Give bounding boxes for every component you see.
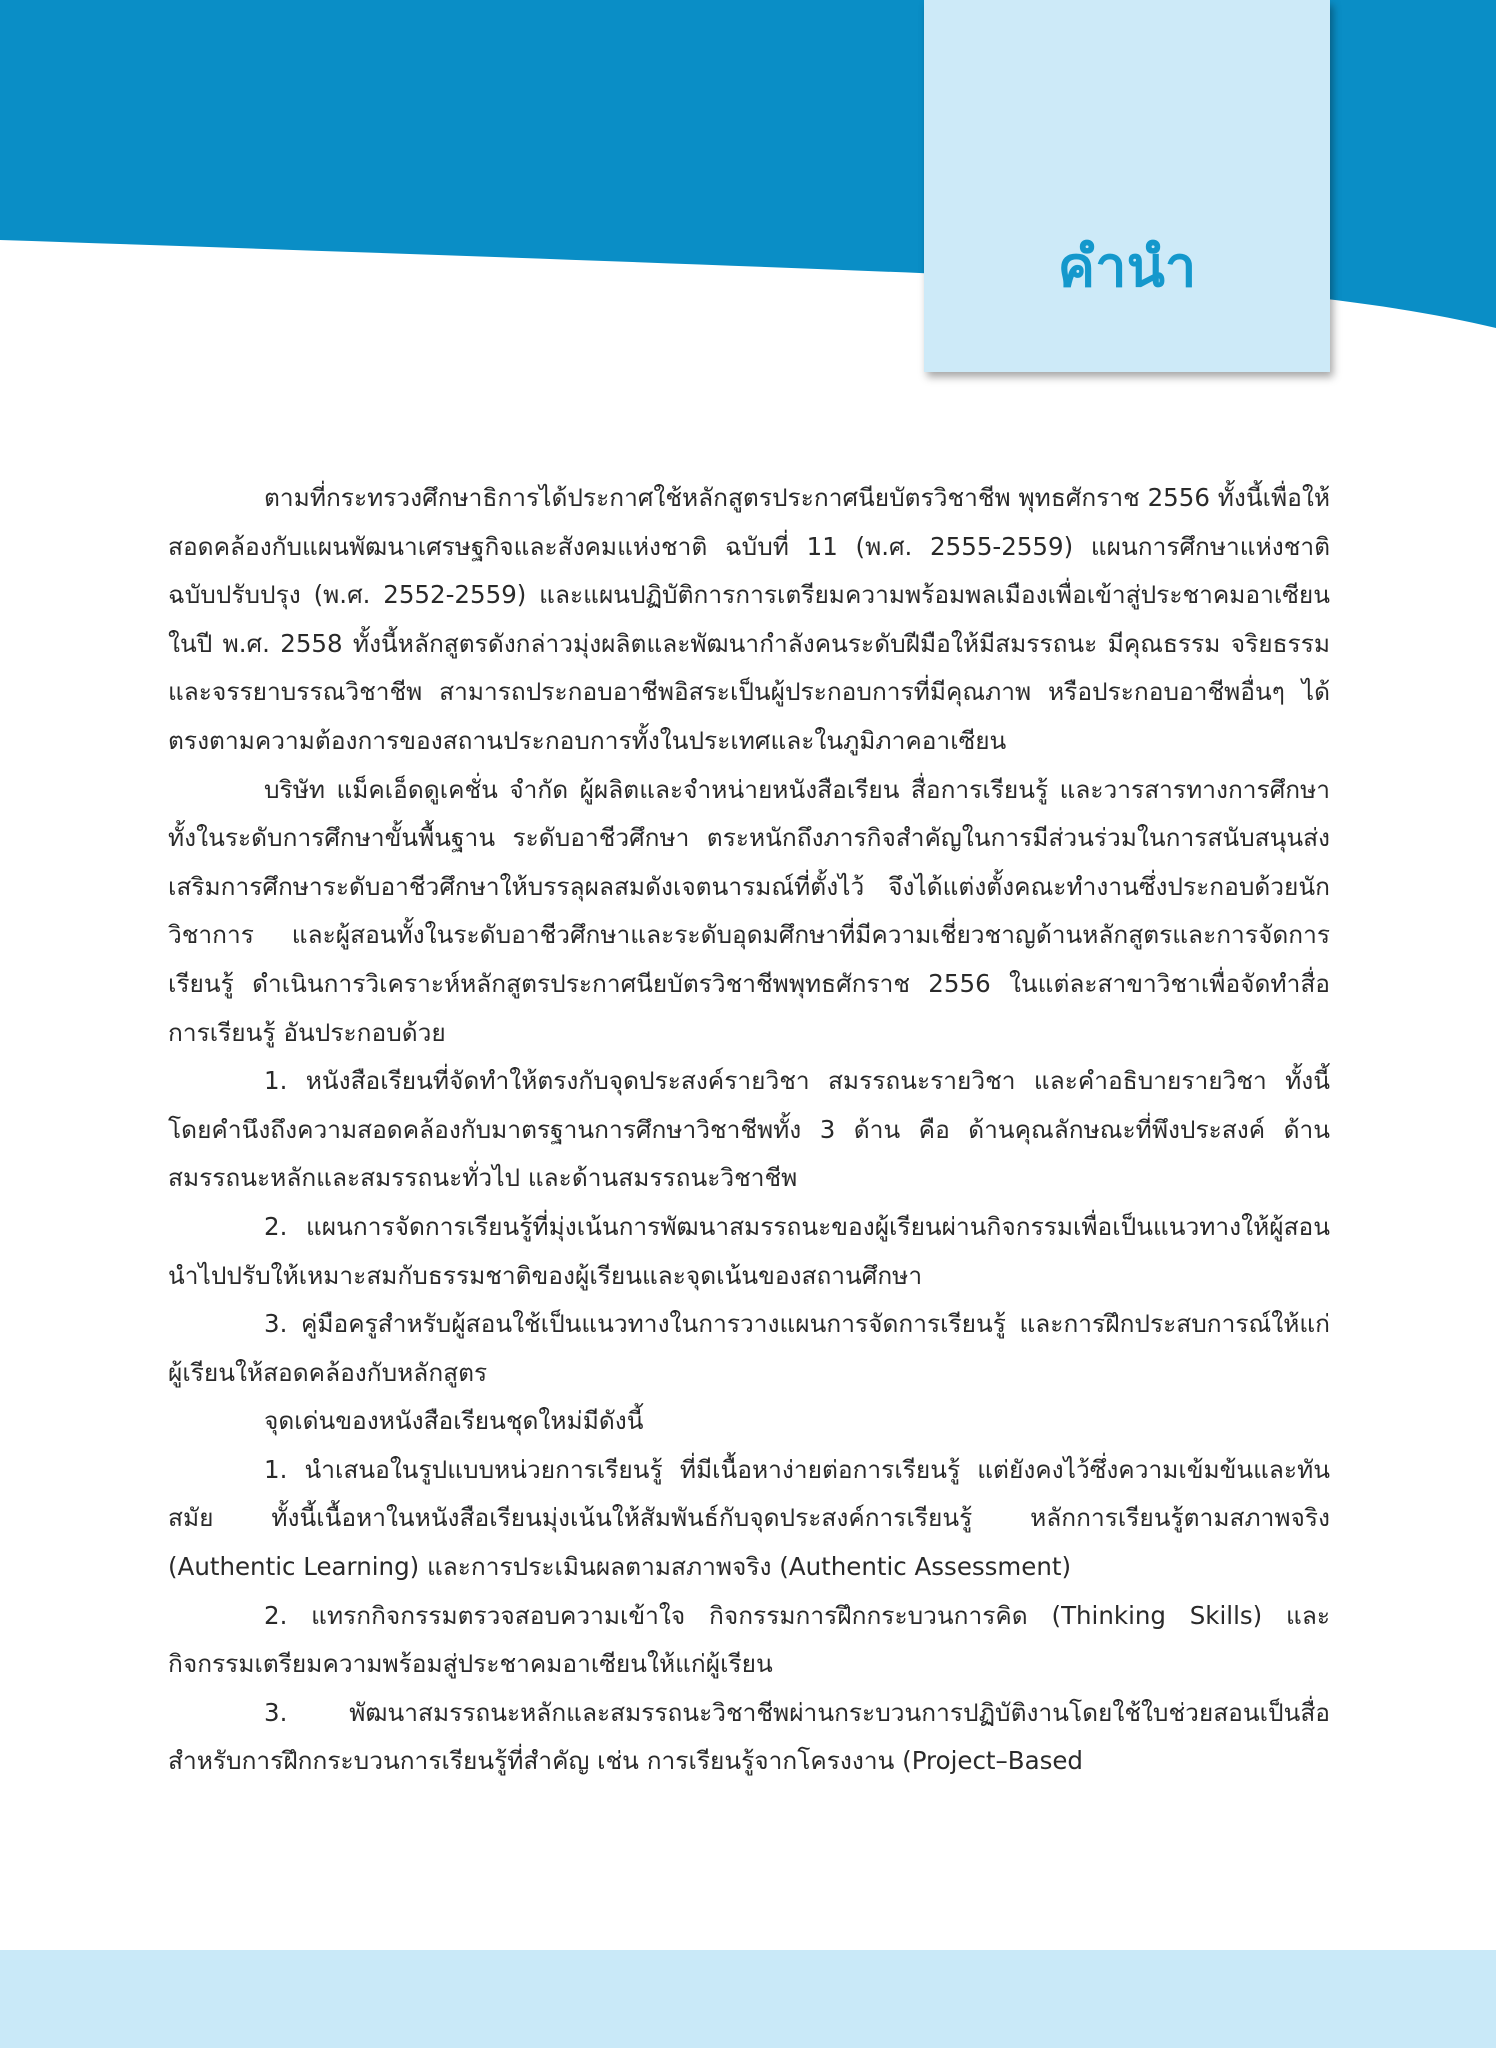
paragraph-intro: ตามที่กระทรวงศึกษาธิการได้ประกาศใช้หลักสูตรประกาศนียบัตรวิชาชีพ พุทธศักราช 2556 ทั้งนี้เพื่อให้สอดคล้องกับแผนพัฒนาเศรษฐกิจและสังคมแห่งชาติ ฉบับที่ 11 (พ.ศ. 2555-2559) แผนการศึกษาแห่งชาติ ฉบับปรับปรุง (พ.ศ. 2552-2559) และแผนปฏิบัติการการเตรียมความพร้อมพลเมืองเพื่อเข้าสู่ประชาคมอาเซียนในปี พ.ศ. 2558 ทั้งนี้หลักสูตรดังกล่าวมุ่งผลิตและพัฒนากำลังคนระดับฝีมือให้มีสมรรถนะ มีคุณธรรม จริยธรรม และจรรยาบรรณวิชาชีพ สามารถประกอบอาชีพอิสระเป็นผู้ประกอบการที่มีคุณภาพ หรือประกอบอาชีพอื่นๆ ได้ตรงตามความต้องการของสถานประกอบการทั้งในประเทศและในภูมิภาคอาเซียน (168, 483, 1330, 755)
paragraph-highlights-heading: จุดเด่นของหนังสือเรียนชุดใหม่มีดังนี้ (264, 1406, 644, 1436)
footer-band (0, 1950, 1496, 2048)
foreword-body (168, 474, 1330, 1786)
title-panel (924, 0, 1330, 372)
list-item-lesson-plan: 2. แผนการจัดการเรียนรู้ที่มุ่งเน้นการพัฒนาสมรรถนะของผู้เรียนผ่านกิจกรรมเพื่อเป็นแนวทางให้ผู้สอนนำไปปรับให้เหมาะสมกับธรรมชาติของผู้เรียนและจุดเน้นของสถานศึกษา (168, 1211, 1330, 1290)
list-item-textbook: 1. หนังสือเรียนที่จัดทำให้ตรงกับจุดประสงค์รายวิชา สมรรถนะรายวิชา และคำอธิบายรายวิชา ทั้งนี้ โดยคำนึงถึงความสอดคล้องกับมาตรฐานการศึกษาวิชาชีพทั้ง 3 ด้าน คือ ด้านคุณลักษณะที่พึงประสงค์ ด้านสมรรถนะหลักและสมรรถนะทั่วไป และด้านสมรรถนะวิชาชีพ (168, 1066, 1330, 1193)
list-item-teacher-guide: 3. คู่มือครูสำหรับผู้สอนใช้เป็นแนวทางในการวางแผนการจัดการเรียนรู้ และการฝึกประสบการณ์ให้แก่ผู้เรียนให้สอดคล้องกับหลักสูตร (168, 1309, 1330, 1387)
page-title: คำนำ (1057, 235, 1197, 300)
list-item-highlight-1: 1. นำเสนอในรูปแบบหน่วยการเรียนรู้ ที่มีเนื้อหาง่ายต่อการเรียนรู้ แต่ยังคงไว้ซึ่งความเข้มข้นและทันสมัย ทั้งนี้เนื้อหาในหนังสือเรียนมุ่งเน้นให้สัมพันธ์กับจุดประสงค์การเรียนรู้ หลักการเรียนรู้ตามสภาพจริง (Authentic Learning) และการประเมินผลตามสภาพจริง (Authentic Assessment) (168, 1454, 1330, 1582)
paragraph-company: บริษัท แม็คเอ็ดดูเคชั่น จำกัด ผู้ผลิตและจำหน่ายหนังสือเรียน สื่อการเรียนรู้ และวารสารทางการศึกษา ทั้งในระดับการศึกษาขั้นพื้นฐาน ระดับอาชีวศึกษา ตระหนักถึงภารกิจสำคัญในการมีส่วนร่วมในการสนับสนุนส่งเสริมการศึกษาระดับอาชีวศึกษาให้บรรลุผลสมดังเจตนารมณ์ที่ตั้งไว้ จึงได้แต่งตั้งคณะทำงานซึ่งประกอบด้วยนักวิชาการ และผู้สอนทั้งในระดับอาชีวศึกษาและระดับอุดมศึกษาที่มีความเชี่ยวชาญด้านหลักสูตรและการจัดการเรียนรู้ ดำเนินการวิเคราะห์หลักสูตรประกาศนียบัตรวิชาชีพพุทธศักราช 2556 ในแต่ละสาขาวิชาเพื่อจัดทำสื่อการเรียนรู้ อันประกอบด้วย (168, 774, 1330, 1047)
list-item-highlight-2: 2. แทรกกิจกรรมตรวจสอบความเข้าใจ กิจกรรมการฝึกกระบวนการคิด (Thinking Skills) และกิจกรรมเตรียมความพร้อมสู่ประชาคมอาเซียนให้แก่ผู้เรียน (168, 1600, 1330, 1679)
list-item-highlight-3: 3. พัฒนาสมรรถนะหลักและสมรรถนะวิชาชีพผ่านกระบวนการปฏิบัติงานโดยใช้ใบช่วยสอนเป็นสื่อสำหรับการฝึกกระบวนการเรียนรู้ที่สำคัญ เช่น การเรียนรู้จากโครงงาน (Project–Based (168, 1697, 1330, 1776)
